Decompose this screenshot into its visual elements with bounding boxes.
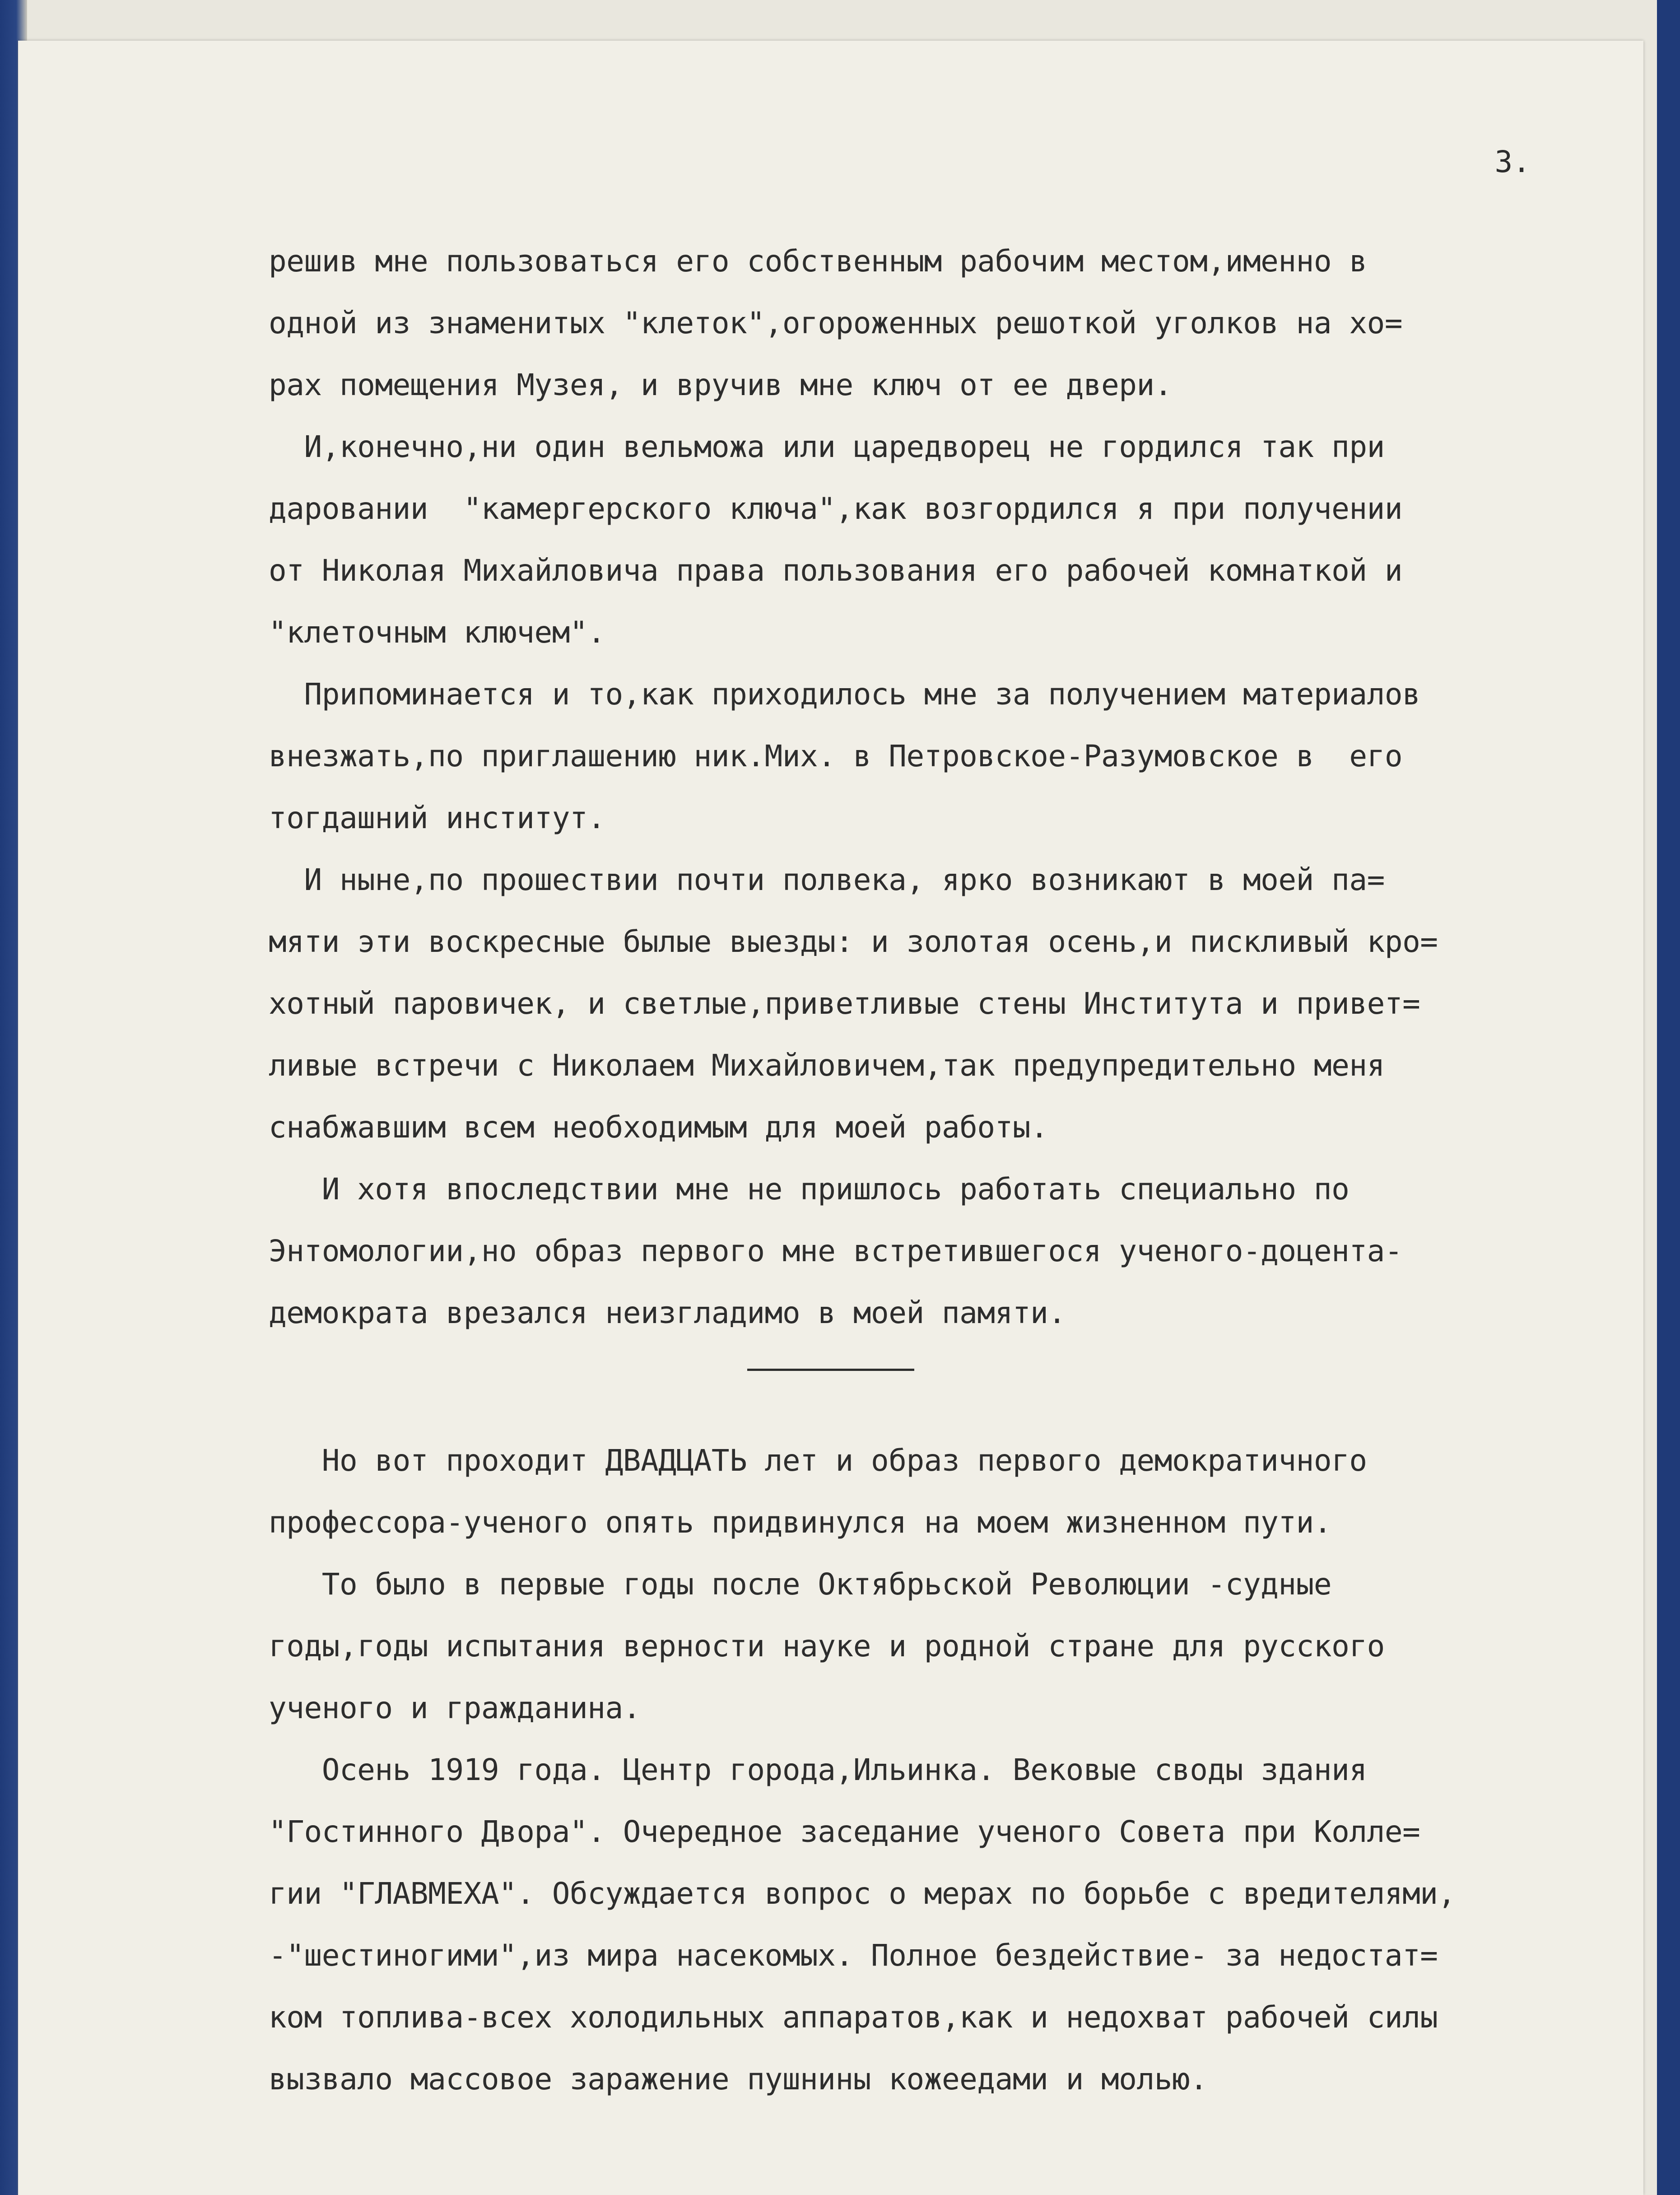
paragraph-2 — [269, 416, 1614, 663]
paragraph-8 — [269, 1739, 1614, 2110]
text-line: "Гостинного Двора". Очередное заседание ученого Совета при Колле= — [269, 1814, 1420, 1849]
paragraph-4 — [269, 849, 1614, 1158]
text-line: Но вот проходит ДВАДЦАТЬ лет и образ первого демократичного — [269, 1443, 1367, 1478]
text-line: Энтомологии,но образ первого мне встретившегося ученого-доцента- — [269, 1234, 1403, 1268]
text-line: одной из знаменитых "клеток",огороженных решоткой уголков на хо= — [269, 306, 1403, 340]
text-line: вызвало массовое заражение пушнины кожеедами и молью. — [269, 2062, 1208, 2097]
text-line: "клеточным ключем". — [269, 615, 605, 650]
text-line: годы,годы испытания верности науке и родной стране для русского — [269, 1629, 1385, 1664]
text-line: -"шестиногими",из мира насекомых. Полное бездействие- за недостат= — [269, 1938, 1438, 1973]
text-line: гии "ГЛАВМЕХА". Обсуждается вопрос о мерах по борьбе с вредителями, — [269, 1876, 1456, 1911]
text-line: И,конечно,ни один вельможа или царедворец не гордился так при — [269, 429, 1385, 464]
divider-gap — [269, 1371, 1614, 1430]
text-line: ком топлива-всех холодильных аппаратов,как и недохват рабочей силы — [269, 2000, 1438, 2035]
page-body — [269, 230, 1614, 2110]
text-line: мяти эти воскресные былые выезды: и золотая осень,и пискливый кро= — [269, 924, 1438, 959]
text-line: То было в первые годы после Октябрьской Революции -судные — [269, 1567, 1332, 1602]
text-line: И ныне,по прошествии почти полвека, ярко возникают в моей па= — [269, 862, 1385, 897]
text-line: Осень 1919 года. Центр города,Ильинка. Вековые своды здания — [269, 1752, 1367, 1787]
paragraph-3 — [269, 663, 1614, 849]
typed-page — [18, 41, 1643, 2195]
text-line: внезжать,по приглашению ник.Мих. в Петровское-Разумовское в его — [269, 739, 1403, 774]
paragraph-1 — [269, 230, 1614, 416]
text-line: решив мне пользоваться его собственным рабочим местом,именно в — [269, 244, 1367, 279]
text-line: от Николая Михайловича права пользования его рабочей комнаткой и — [269, 553, 1403, 588]
text-line: даровании "камергерского ключа",как возгордился я при получении — [269, 491, 1403, 526]
text-line: тогдашний институт. — [269, 801, 605, 835]
paragraph-7 — [269, 1553, 1614, 1739]
text-line: ливые встречи с Николаем Михайловичем,так предупредительно меня — [269, 1048, 1385, 1083]
text-line: ученого и гражданина. — [269, 1691, 641, 1725]
text-line: И хотя впоследствии мне не пришлось работать специально по — [269, 1172, 1350, 1207]
page-number: 3. — [1494, 144, 1531, 179]
text-line: Припоминается и то,как приходилось мне за получением материалов — [269, 677, 1420, 712]
text-line: снабжавшим всем необходимым для моей работы. — [269, 1110, 1048, 1145]
text-line: хотный паровичек, и светлые,приветливые стены Института и привет= — [269, 986, 1420, 1021]
text-line: профессора-ученого опять придвинулся на моем жизненном пути. — [269, 1505, 1332, 1540]
text-line: рах помещения Музея, и вручив мне ключ от ее двери. — [269, 368, 1173, 402]
paragraph-6 — [269, 1430, 1614, 1553]
paragraph-5 — [269, 1158, 1614, 1344]
text-line: демократа врезался неизгладимо в моей памяти. — [269, 1296, 1066, 1330]
